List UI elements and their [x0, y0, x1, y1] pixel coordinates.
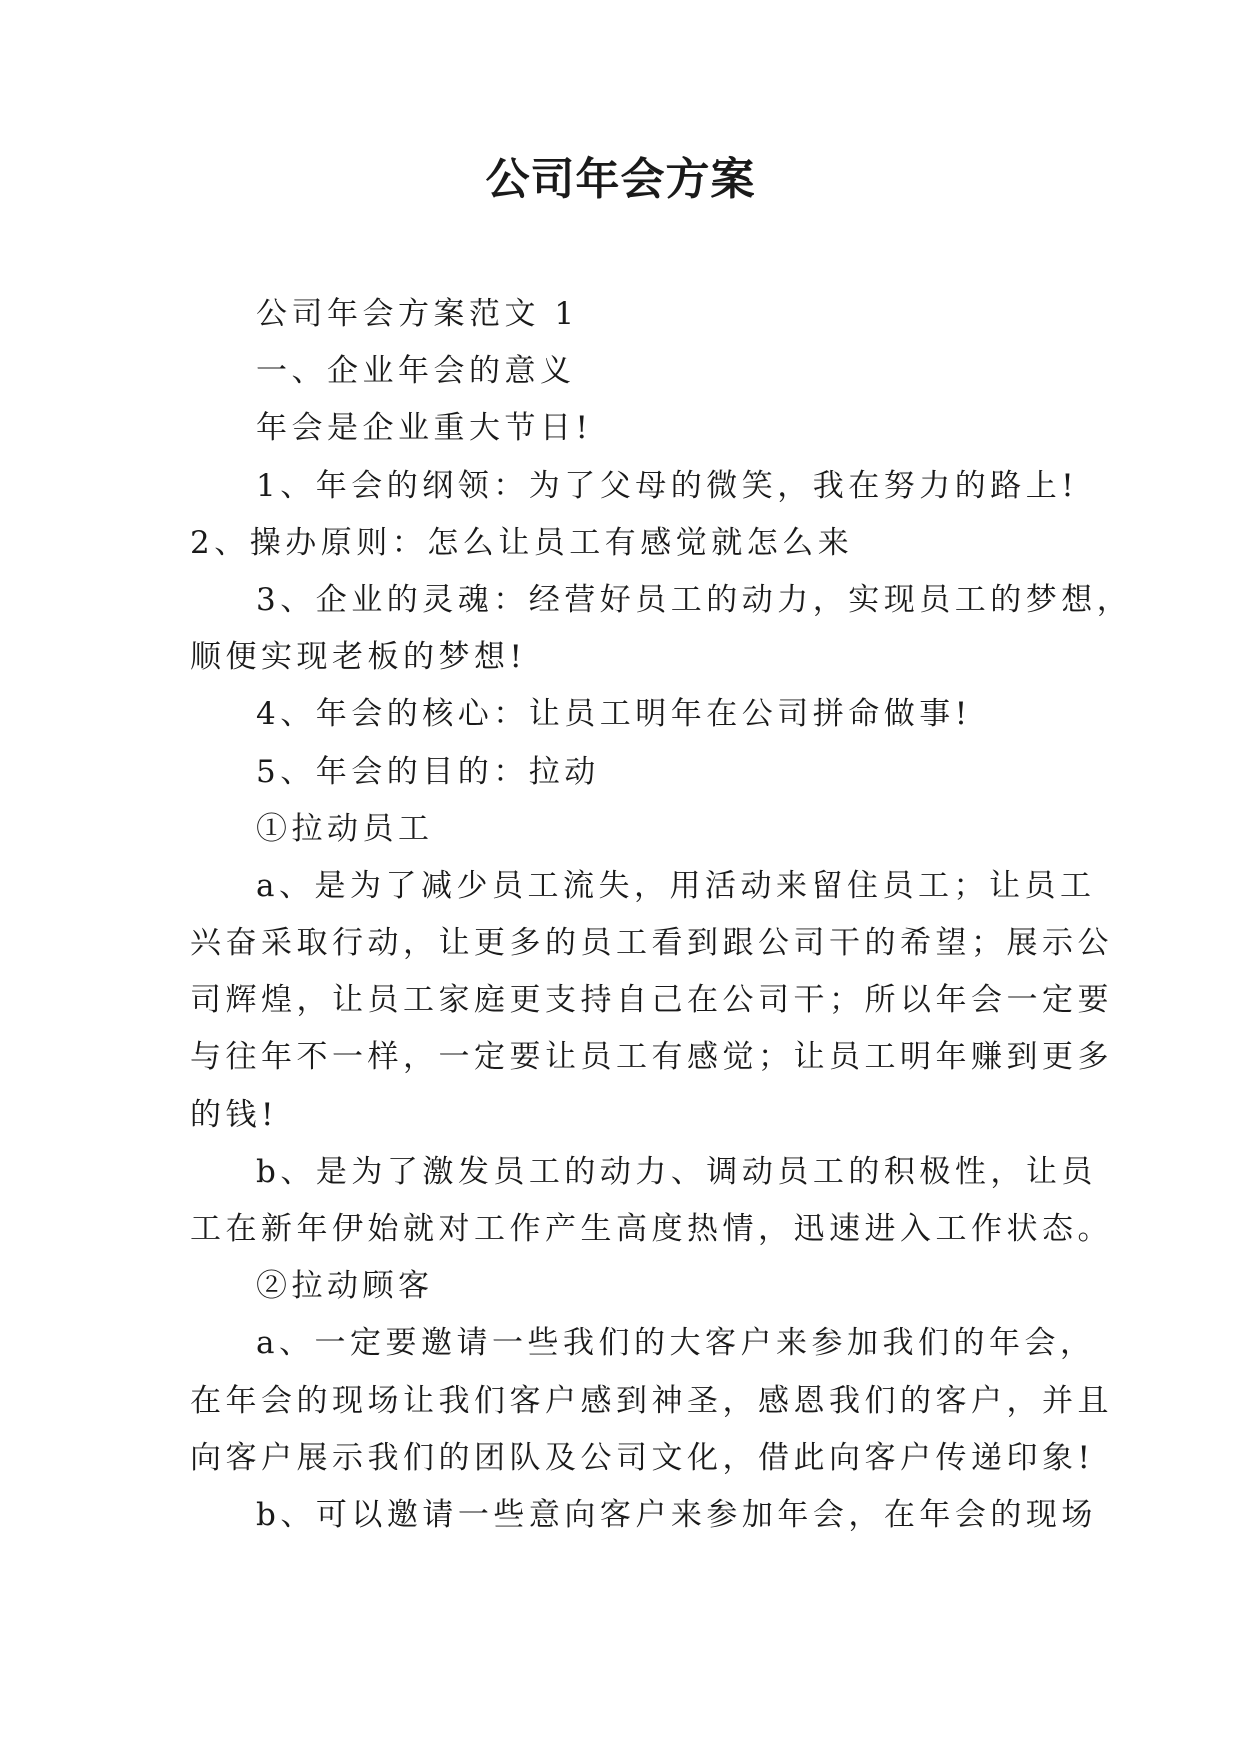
text-line: 一、企业年会的意义 [256, 353, 576, 390]
text-line: 5、年会的目的：拉动 [256, 753, 600, 790]
text-line: 在年会的现场让我们客户感到神圣，感恩我们的客户，并且 [190, 1382, 1113, 1419]
text-line: 4、年会的核心：让员工明年在公司拼命做事! [256, 696, 972, 733]
text-line: ①拉动员工 [256, 810, 434, 847]
text-line: b、可以邀请一些意向客户来参加年会，在年会的现场 [256, 1496, 1097, 1533]
text-line: 向客户展示我们的团队及公司文化，借此向客户传递印象! [190, 1439, 1095, 1476]
text-line: 2、操办原则：怎么让员工有感觉就怎么来 [190, 524, 854, 561]
text-line: 1、年会的纲领：为了父母的微笑，我在努力的路上! [256, 467, 1079, 504]
text-line: 兴奋采取行动，让更多的员工看到跟公司干的希望；展示公 [190, 925, 1113, 962]
text-line: a、一定要邀请一些我们的大客户来参加我们的年会， [256, 1325, 1096, 1362]
text-line: 司辉煌，让员工家庭更支持自己在公司干；所以年会一定要 [190, 982, 1113, 1019]
text-line: a、是为了减少员工流失，用活动来留住员工；让员工 [256, 867, 1096, 904]
text-line: b、是为了激发员工的动力、调动员工的积极性，让员 [256, 1153, 1097, 1190]
text-line: 3、企业的灵魂：经营好员工的动力，实现员工的梦想， [256, 581, 1133, 618]
text-line: ②拉动顾客 [256, 1268, 434, 1305]
document-title: 公司年会方案 [485, 154, 756, 205]
document-body [190, 286, 1133, 1544]
text-line: 公司年会方案范文 1 [256, 296, 579, 332]
text-line: 的钱! [190, 1096, 278, 1133]
text-line: 与往年不一样，一定要让员工有感觉；让员工明年赚到更多 [190, 1039, 1113, 1076]
text-line: 顺便实现老板的梦想! [190, 639, 527, 676]
text-line: 工在新年伊始就对工作产生高度热情，迅速进入工作状态。 [190, 1211, 1113, 1247]
text-line: 年会是企业重大节日! [256, 410, 593, 447]
